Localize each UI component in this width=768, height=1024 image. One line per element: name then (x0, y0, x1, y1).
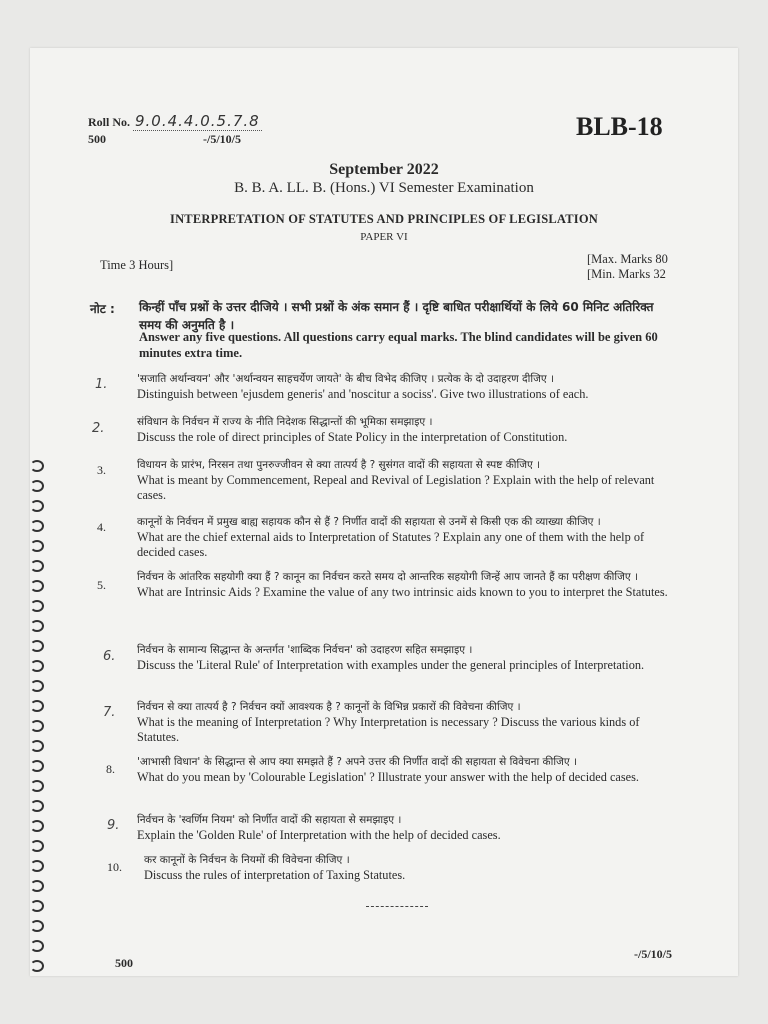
footer-code-left: 500 (115, 956, 133, 970)
question-english: Explain the 'Golden Rule' of Interpretation with the help of decided cases. (137, 828, 501, 842)
question-hindi: कर कानूनों के निर्वचन के नियमों की विवेचना कीजिए । (144, 854, 350, 866)
question-hindi: निर्वचन से क्या तात्पर्य है ? निर्वचन क्यों आवश्यक है ? कानूनों के विभिन्न प्रकारों की विवेचना कीजिए । (137, 701, 521, 713)
question-hindi: 'सजाति अर्थान्वयन' और 'अर्थान्वयन साहचर्येण जायते' के बीच विभेद कीजिए । प्रत्येक के दो उदाहरण दीजिए । (137, 373, 554, 385)
question-number: 8. (106, 762, 115, 776)
binder-ring (30, 460, 44, 472)
time-allowed: Time 3 Hours] (100, 258, 174, 272)
question-2 (137, 415, 677, 445)
exam-name: B. B. A. LL. B. (Hons.) VI Semester Examination (234, 180, 534, 196)
binder-ring (30, 640, 44, 652)
question-english: Discuss the role of direct principles of State Policy in the interpretation of Constitution. (137, 430, 568, 444)
question-english: Discuss the 'Literal Rule' of Interpretation with examples under the general principles of Interpretation. (137, 658, 645, 672)
binder-ring (30, 780, 44, 792)
binder-ring (30, 540, 44, 552)
question-number: 9. (107, 818, 120, 833)
note-english: Answer any five questions. All questions carry equal marks. The blind candidates will be given 60 minutes extra time. (139, 330, 658, 360)
marks-block (587, 252, 668, 282)
binder-ring (30, 740, 44, 752)
binder-ring (30, 800, 44, 812)
binder-ring (30, 620, 44, 632)
binder-ring (30, 680, 44, 692)
question-number: 6. (103, 649, 116, 664)
binder-ring (30, 900, 44, 912)
question-english: Discuss the rules of interpretation of Taxing Statutes. (144, 868, 406, 882)
min-marks: [Min. Marks 32 (587, 267, 666, 281)
question-number: 1. (95, 377, 108, 392)
question-number: 5. (97, 578, 106, 592)
question-english: What is the meaning of Interpretation ? Why Interpretation is necessary ? Discuss the various kinds of Statutes. (137, 715, 640, 744)
end-rule (366, 906, 428, 907)
binder-rings (30, 460, 46, 980)
question-7 (137, 700, 677, 745)
question-hindi: विधायन के प्रारंभ, निरसन तथा पुनरुज्जीवन से क्या तात्पर्य है ? सुसंगत वादों की सहायता से स्पष्ट कीजिए । (137, 459, 541, 471)
binder-ring (30, 480, 44, 492)
question-hindi: निर्वचन के 'स्वर्णिम नियम' को निर्णीत वादों की सहायता से समझाइए । (137, 814, 402, 826)
note-label: नोट : (90, 302, 115, 316)
question-10 (144, 853, 684, 883)
code-mid: -/5/10/5 (203, 132, 241, 146)
question-3 (137, 458, 677, 503)
binder-ring (30, 760, 44, 772)
binder-ring (30, 840, 44, 852)
question-8 (137, 755, 677, 785)
binder-ring (30, 960, 44, 972)
roll-number: 9.0.4.4.0.5.7.8 (135, 112, 260, 130)
roll-label: Roll No. (88, 115, 130, 129)
question-1 (137, 372, 677, 402)
binder-ring (30, 560, 44, 572)
paper-number: PAPER VI (360, 231, 408, 243)
binder-ring (30, 700, 44, 712)
code-left: 500 (88, 132, 106, 146)
exam-month: September 2022 (329, 161, 439, 178)
question-number: 4. (97, 520, 106, 534)
question-4 (137, 515, 677, 560)
max-marks: [Max. Marks 80 (587, 252, 668, 266)
question-number: 7. (103, 705, 116, 720)
binder-ring (30, 860, 44, 872)
binder-ring (30, 500, 44, 512)
footer-code-right: -/5/10/5 (634, 947, 672, 961)
binder-ring (30, 520, 44, 532)
subject-title: INTERPRETATION OF STATUTES AND PRINCIPLES OF LEGISLATION (170, 212, 598, 226)
question-english: What is meant by Commencement, Repeal and Revival of Legislation ? Explain with the help of relevant cases. (137, 473, 655, 502)
question-9 (137, 813, 677, 843)
roll-number-line (88, 112, 262, 130)
question-5 (137, 570, 677, 600)
binder-ring (30, 720, 44, 732)
question-hindi: 'आभासी विधान' के सिद्धान्त से आप क्या समझते हैं ? अपने उत्तर की निर्णीत वादों की सहायता से विवेचना कीजिए । (137, 756, 577, 768)
binder-ring (30, 820, 44, 832)
question-english: What are the chief external aids to Interpretation of Statutes ? Explain any one of them with the help of decided cases. (137, 530, 645, 559)
question-english: What do you mean by 'Colourable Legislation' ? Illustrate your answer with the help of decided cases. (137, 770, 639, 784)
question-number: 2. (92, 421, 105, 436)
question-english: Distinguish between 'ejusdem generis' and 'noscitur a sociss'. Give two illustrations of each. (137, 387, 589, 401)
paper-code: BLB-18 (576, 112, 663, 141)
question-6 (137, 643, 677, 673)
binder-ring (30, 880, 44, 892)
question-hindi: संविधान के निर्वचन में राज्य के नीति निदेशक सिद्धान्तों की भूमिका समझाइए । (137, 416, 433, 428)
question-hindi: निर्वचन के सामान्य सिद्धान्त के अन्तर्गत 'शाब्दिक निर्वचन' को उदाहरण सहित समझाइए । (137, 644, 473, 656)
binder-ring (30, 920, 44, 932)
question-number: 3. (97, 463, 106, 477)
binder-ring (30, 600, 44, 612)
question-hindi: निर्वचन के आंतरिक सहयोगी क्या हैं ? कानून का निर्वचन करते समय दो आन्तरिक सहयोगी जिन्हें आप जानते हैं का परीक्षण कीजिए । (137, 571, 638, 583)
binder-ring (30, 660, 44, 672)
question-english: What are Intrinsic Aids ? Examine the value of any two intrinsic aids known to you to interpret the Statutes. (137, 585, 668, 599)
question-number: 10. (107, 860, 122, 874)
binder-ring (30, 580, 44, 592)
question-hindi: कानूनों के निर्वचन में प्रमुख बाह्य सहायक कौन से हैं ? निर्णीत वादों की सहायता से उनमें से किसी एक की व्याख्या कीजिए । (137, 516, 601, 528)
binder-ring (30, 940, 44, 952)
note-hindi: किन्हीं पाँच प्रश्नों के उत्तर दीजिये । सभी प्रश्नों के अंक समान हैं । दृष्टि बाधित परीक्षार्थियों के लिये 60 मिनिट अतिरिक्त समय की अनुमति है । (139, 300, 654, 332)
